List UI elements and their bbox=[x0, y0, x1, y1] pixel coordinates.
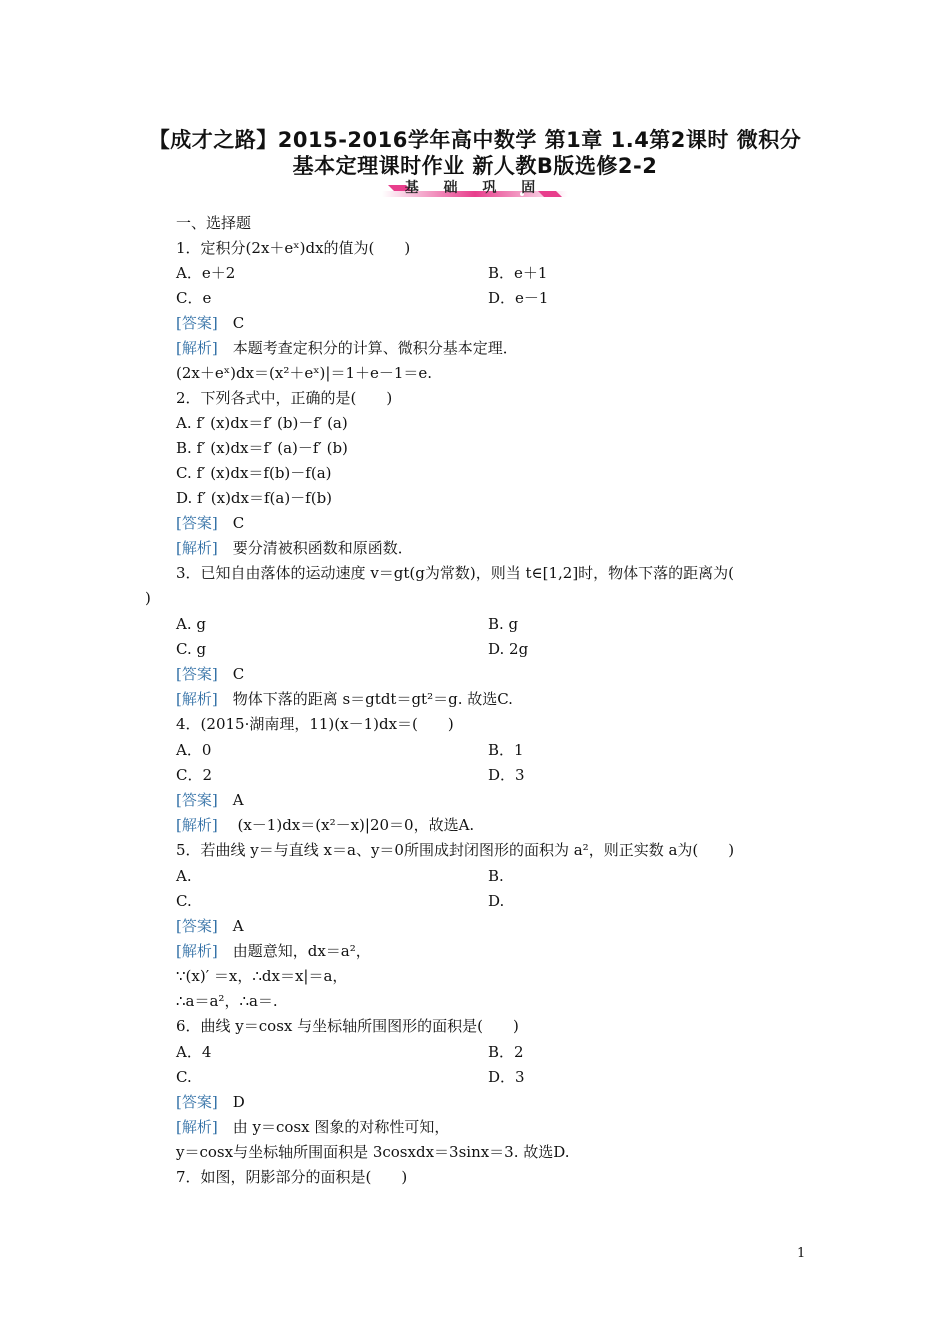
line-text: C bbox=[217, 514, 245, 532]
text-line bbox=[176, 1167, 407, 1187]
line-text: 6．曲线 y＝cosx 与坐标轴所围图形的面积是( ) bbox=[176, 1017, 519, 1035]
line-text: 要分清被积函数和原函数． bbox=[217, 539, 413, 557]
line-text: ∵(x)′ ＝x，∴dx＝x|＝a， bbox=[176, 967, 348, 985]
answer-line bbox=[176, 338, 518, 358]
answer-line bbox=[176, 916, 244, 936]
answer-label: [答案] bbox=[176, 791, 218, 809]
text-line bbox=[176, 1067, 192, 1087]
line-text: C. bbox=[176, 892, 192, 910]
document-title-line-2: 基本定理课时作业 新人教B版选修2-2 bbox=[292, 154, 658, 178]
line-text: B．1 bbox=[488, 741, 524, 759]
banner-title: 基 础 巩 固 bbox=[404, 180, 546, 196]
text-line bbox=[176, 866, 192, 886]
answer-label: [解析] bbox=[176, 816, 218, 834]
line-text: 由题意知，dx＝a²， bbox=[217, 942, 371, 960]
line-text: 7．如图，阴影部分的面积是( ) bbox=[176, 1168, 408, 1186]
line-text: 1．定积分(2x＋eˣ)dx的值为( ) bbox=[176, 239, 411, 257]
text-line bbox=[176, 388, 392, 408]
text-line bbox=[176, 991, 278, 1011]
text-line bbox=[488, 891, 504, 911]
line-text: A. g bbox=[176, 615, 206, 633]
text-line bbox=[176, 765, 212, 785]
text-line bbox=[176, 891, 192, 911]
line-text: (2x＋eˣ)dx＝(x²＋eˣ)|＝1＋e－1＝e. bbox=[176, 364, 433, 382]
text-line bbox=[176, 438, 348, 458]
text-line bbox=[176, 263, 235, 283]
answer-line bbox=[176, 538, 413, 558]
answer-label: [答案] bbox=[176, 314, 218, 332]
page-number: 1 bbox=[797, 1246, 806, 1261]
answer-line bbox=[176, 664, 244, 684]
text-line bbox=[176, 1142, 570, 1162]
line-text: D bbox=[217, 1093, 245, 1111]
answer-line bbox=[176, 790, 244, 810]
text-line bbox=[176, 463, 332, 483]
text-line bbox=[145, 588, 151, 608]
line-text: C．e bbox=[176, 289, 212, 307]
line-text: 3．已知自由落体的运动速度 v＝gt(g为常数)，则当 t∈[1,2]时，物体下落的距离为( bbox=[176, 564, 735, 582]
answer-label: [答案] bbox=[176, 514, 218, 532]
text-line bbox=[176, 966, 347, 986]
text-line bbox=[488, 639, 528, 659]
line-text: C. bbox=[176, 1068, 192, 1086]
line-text: 物体下落的距离 s＝gtdt＝gt²＝g. 故选C. bbox=[217, 690, 513, 708]
line-text: D. bbox=[488, 892, 505, 910]
line-text: ) bbox=[145, 589, 151, 607]
section-banner bbox=[382, 175, 568, 199]
text-line bbox=[176, 639, 206, 659]
text-line bbox=[176, 840, 734, 860]
line-text: A. bbox=[176, 867, 192, 885]
line-text: A. f′ (x)dx＝f′ (b)－f′ (a) bbox=[176, 414, 348, 432]
line-text: B．e＋1 bbox=[488, 264, 548, 282]
text-line bbox=[176, 563, 734, 583]
line-text: C bbox=[217, 665, 245, 683]
line-text: C．2 bbox=[176, 766, 213, 784]
line-text: D．3 bbox=[488, 766, 525, 784]
line-text: 5．若曲线 y＝与直线 x＝a、y＝0所围成封闭图形的面积为 a²，则正实数 a为( ) bbox=[176, 841, 735, 859]
line-text: C bbox=[217, 314, 245, 332]
answer-label: [答案] bbox=[176, 917, 218, 935]
line-text: 2．下列各式中，正确的是( ) bbox=[176, 389, 393, 407]
line-text: B．2 bbox=[488, 1043, 524, 1061]
text-line bbox=[488, 740, 524, 760]
document-title-line-1: 【成才之路】2015-2016学年高中数学 第1章 1.4第2课时 微积分 bbox=[148, 128, 802, 152]
line-text: y＝cosx与坐标轴所围面积是 3cosxdx＝3sinx＝3. 故选D. bbox=[176, 1143, 570, 1161]
answer-label: [解析] bbox=[176, 539, 218, 557]
text-line bbox=[488, 614, 518, 634]
line-text: 本题考查定积分的计算、微积分基本定理． bbox=[217, 339, 518, 357]
text-line bbox=[176, 413, 348, 433]
line-text: (x－1)dx＝(x²－x)|20＝0，故选A. bbox=[217, 816, 475, 834]
line-text: B. g bbox=[488, 615, 519, 633]
line-text: 一、选择题 bbox=[176, 214, 252, 232]
line-text: D. f′ (x)dx＝f(a)－f(b) bbox=[176, 489, 333, 507]
answer-label: [解析] bbox=[176, 1118, 218, 1136]
answer-label: [解析] bbox=[176, 942, 218, 960]
text-line bbox=[488, 288, 548, 308]
text-line bbox=[488, 765, 525, 785]
answer-line bbox=[176, 513, 244, 533]
answer-line bbox=[176, 941, 371, 961]
text-line bbox=[488, 866, 504, 886]
text-line bbox=[176, 288, 211, 308]
answer-label: [解析] bbox=[176, 339, 218, 357]
answer-line bbox=[176, 1092, 245, 1112]
line-text: A．e＋2 bbox=[176, 264, 236, 282]
text-line bbox=[176, 213, 251, 233]
line-text: A bbox=[217, 791, 244, 809]
text-line bbox=[176, 614, 206, 634]
line-text: ∴a＝a²，∴a＝. bbox=[176, 992, 278, 1010]
answer-line bbox=[176, 815, 474, 835]
text-line bbox=[488, 1067, 525, 1087]
answer-line bbox=[176, 313, 244, 333]
text-line bbox=[176, 714, 454, 734]
text-line bbox=[488, 1042, 524, 1062]
line-text: D．3 bbox=[488, 1068, 525, 1086]
line-text: B. f′ (x)dx＝f′ (a)－f′ (b) bbox=[176, 439, 348, 457]
line-text: C. f′ (x)dx＝f(b)－f(a) bbox=[176, 464, 332, 482]
text-line bbox=[176, 363, 432, 383]
text-line bbox=[176, 238, 410, 258]
line-text: 4．(2015·湖南理，11)(x－1)dx＝( ) bbox=[176, 715, 454, 733]
line-text: A bbox=[217, 917, 244, 935]
text-line bbox=[176, 740, 211, 760]
line-text: D．e－1 bbox=[488, 289, 549, 307]
answer-line bbox=[176, 1117, 449, 1137]
line-text: 由 y＝cosx 图象的对称性可知， bbox=[217, 1118, 450, 1136]
line-text: A．0 bbox=[176, 741, 212, 759]
text-line bbox=[176, 488, 332, 508]
answer-label: [答案] bbox=[176, 1093, 218, 1111]
answer-label: [答案] bbox=[176, 665, 218, 683]
line-text: C. g bbox=[176, 640, 207, 658]
text-line bbox=[488, 263, 547, 283]
line-text: B. bbox=[488, 867, 504, 885]
text-line bbox=[176, 1042, 211, 1062]
answer-label: [解析] bbox=[176, 690, 218, 708]
line-text: A．4 bbox=[176, 1043, 212, 1061]
text-line bbox=[176, 1016, 519, 1036]
answer-line bbox=[176, 689, 513, 709]
line-text: D. 2g bbox=[488, 640, 529, 658]
